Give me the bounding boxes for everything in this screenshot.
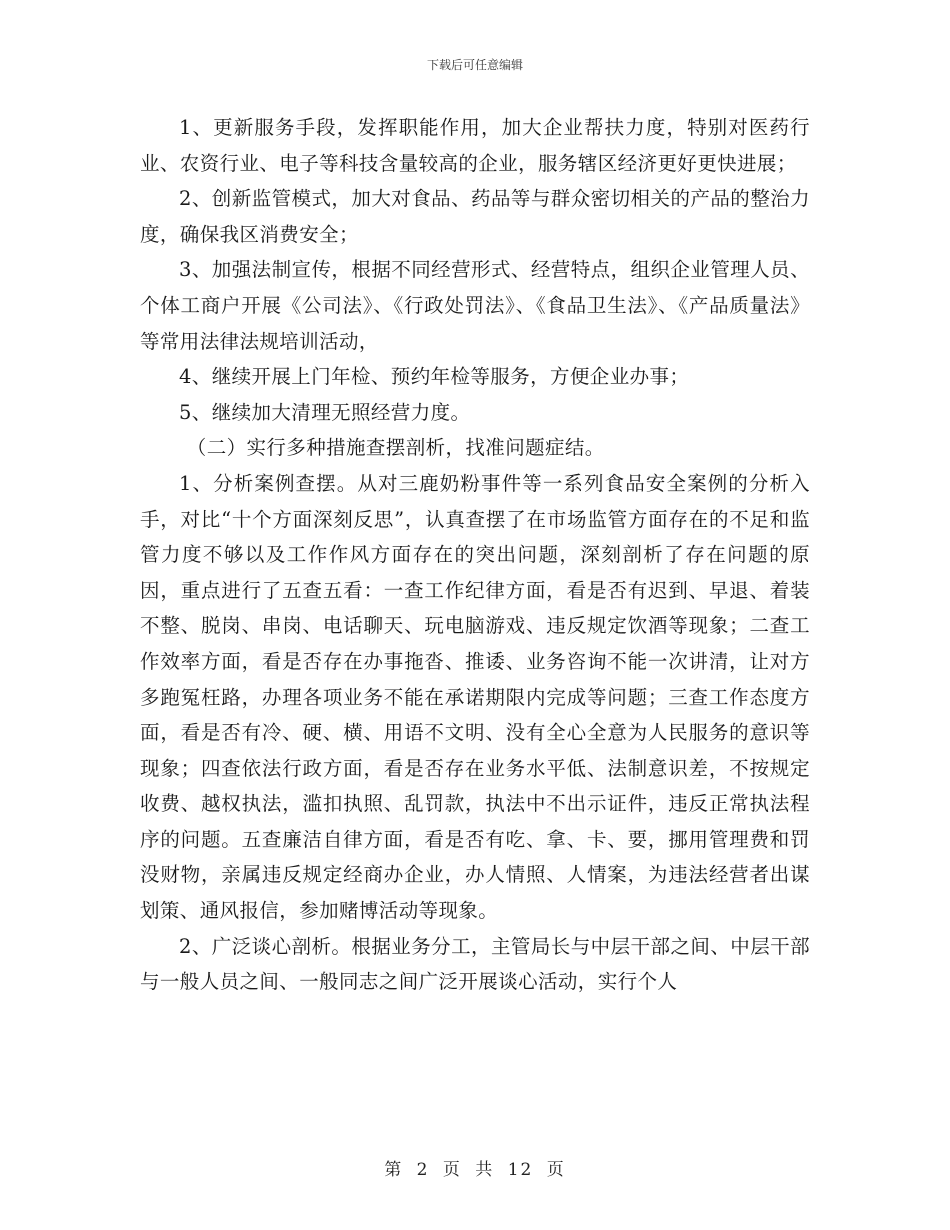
section-heading: （二）实行多种措施查摆剖析，找准问题症结。 <box>186 436 605 460</box>
paragraph-item-1: 1、更新服务手段，发挥职能作用，加大企业帮扶力度，特别对医药行业、农资行业、电子等科技含量较高的企业，服务辖区经济更好更快进展； <box>140 116 810 175</box>
paragraph-item-3: 3、加强法制宣传，根据不同经营形式、经营特点，组织企业管理人员、个体工商户开展《公司法》、《行政处罚法》、《食品卫生法》、《产品质量法》等常用法律法规培训活动， <box>140 258 810 353</box>
page-number: 第 2 页 共 12 页 <box>384 1160 566 1180</box>
paragraph-item-2: 2、创新监管模式，加大对食品、药品等与群众密切相关的产品的整治力度，确保我区消费安全； <box>140 187 810 246</box>
document-body <box>140 110 810 1000</box>
page-header: 下载后可任意编辑 <box>426 58 523 72</box>
paragraph-case-analysis: 1、分析案例查摆。从对三鹿奶粉事件等一系列食品安全案例的分析入手，对比“十个方面深刻反思”，认真查摆了在市场监管方面存在的不足和监管力度不够以及工作作风方面存在的突出问题，深刻剖析了存在问题的原因，重点进行了五查五看：一查工作纪律方面，看是否有迟到、早退、着装不整、脱岗、串岗、电话聊天、玩电脑游戏、违反规定饮酒等现象；二查工作效率方面，看是否存在办事拖沓、推诿、业务咨询不能一次讲清，让对方多跑冤枉路，办理各项业务不能在承诺期限内完成等问题；三查工作态度方面，看是否有冷、硬、横、用语不文明、没有全心全意为人民服务的意识等现象；四查依法行政方面，看是否存在业务水平低、法制意识差，不按规定收费、越权执法，滥扣执照、乱罚款，执法中不出示证件，违反正常执法程序的问题。五查廉洁自律方面，看是否有吃、拿、卡、要，挪用管理费和罚没财物，亲属违反规定经商办企业，办人情照、人情案，为违法经营者出谋划策、通风报信，参加赌博活动等现象。 <box>140 471 810 923</box>
paragraph-heart-talk: 2、广泛谈心剖析。根据业务分工，主管局长与中层干部之间、中层干部与一般人员之间、一般同志之间广泛开展谈心活动，实行个人 <box>140 934 810 994</box>
paragraph-item-4: 4、继续开展上门年检、预约年检等服务，方便企业办事； <box>179 365 690 389</box>
paragraph-item-5: 5、继续加大清理无照经营力度。 <box>179 400 471 424</box>
